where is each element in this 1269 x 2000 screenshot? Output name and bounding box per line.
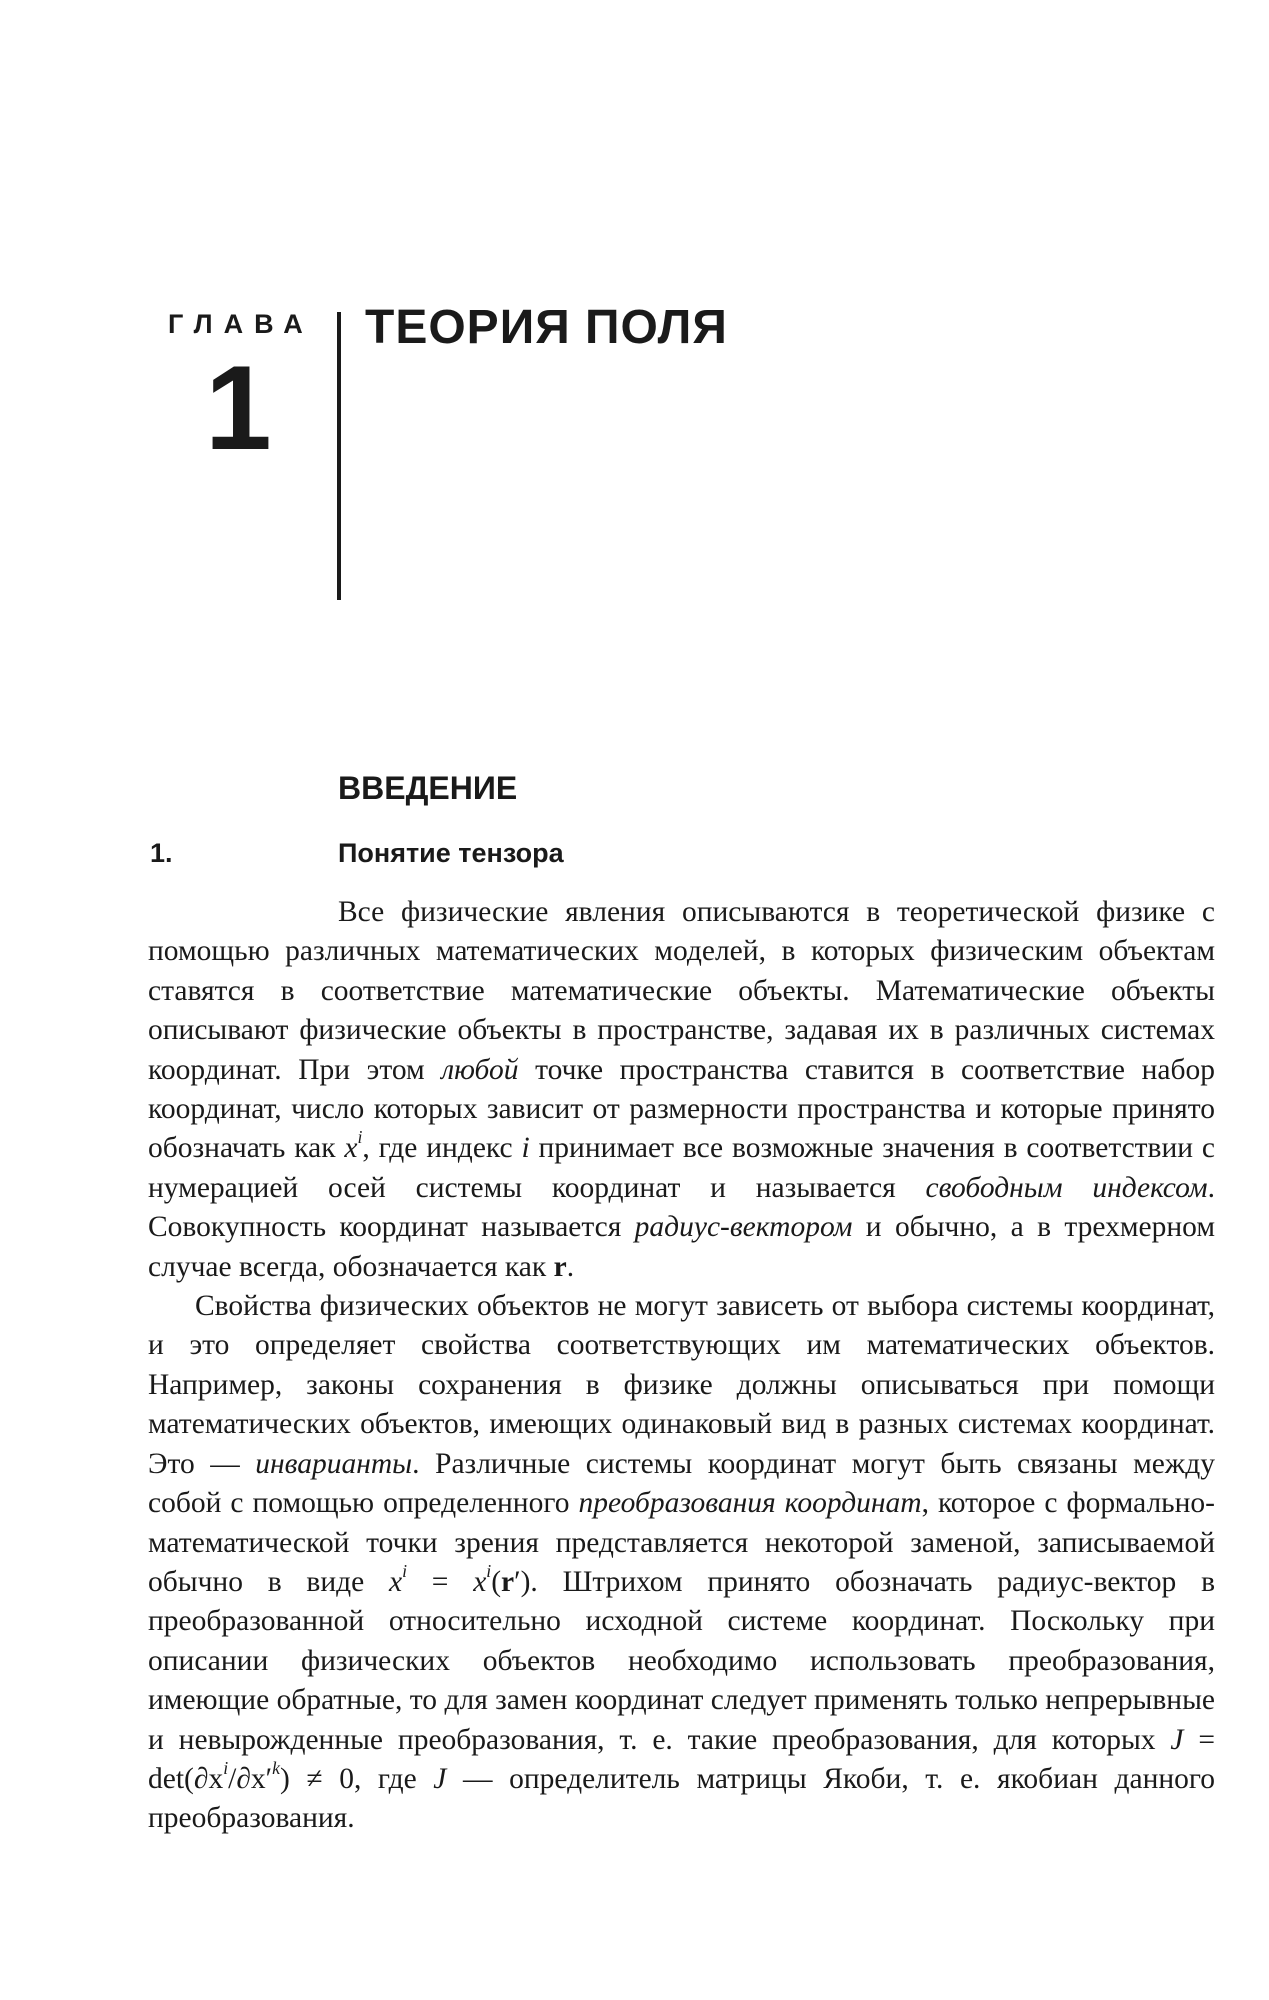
subsection-number: 1. — [150, 838, 173, 868]
chapter-label: ГЛАВА — [168, 309, 314, 339]
chapter-divider — [337, 312, 341, 600]
paragraph-1: Все физические явления описываются в теоретической физике с помощью различных математических моделей, в которых физическим объектам ставятся в соответствие математические объекты. Математические объекты описывают физические объекты в пространстве, задавая их в различных системах координат. При этом любой точке пространства ставится в соответствие набор координат, число которых зависит от размерности пространства и которые принято обозначать как $x^i$, где индекс i принимает все возможные значения в соответствии с нумерацией осей системы координат и называется свободным индексом. Совокупность координат называется радиус-вектором и обычно, а в трехмерном случае всегда, обозначается как r. — [148, 896, 1216, 1283]
body-text — [148, 893, 1215, 1839]
chapter-title: ТЕОРИЯ ПОЛЯ — [365, 301, 728, 354]
paragraph-2: Свойства физических объектов не могут зависеть от выбора системы координат, и это определяет свойства соответствующих им математических объектов. Например, законы сохранения в физике должны описываться при помощи математических объектов, имеющих одинаковый вид в разных системах координат. Это — инварианты. Различные системы координат могут быть связаны между собой с помощью определенного преобразования координат, которое с формально-математической точки зрения представляется некоторой заменой, записываемой обычно в виде $x^i = x^i(r')$. Штрихом принято обозначать радиус-вектор в преобразованной относительно исходной системе координат. Поскольку при описании физических объектов необходимо использовать преобразования, имеющие обратные, то для замен координат следует применять только непрерывные и невырожденные преобразования, т. е. такие преобразования, для которых $J = \det(\partial x^i/\partial x'^k) \ne 0$, где J — определитель матрицы Якоби, т. е. якобиан данного преобразования. — [148, 1290, 1216, 1835]
formula-jacobian: $J = \det(\partial x^i/\partial x'^k) \ne 0$ — [148, 1723, 1215, 1795]
formula-substitution: $x^i = x^i(r')$ — [389, 1560, 531, 1598]
chapter-number: 1 — [205, 341, 272, 475]
subsection-title: Понятие тензора — [338, 838, 564, 868]
section-title: ВВЕДЕНИЕ — [338, 770, 518, 806]
